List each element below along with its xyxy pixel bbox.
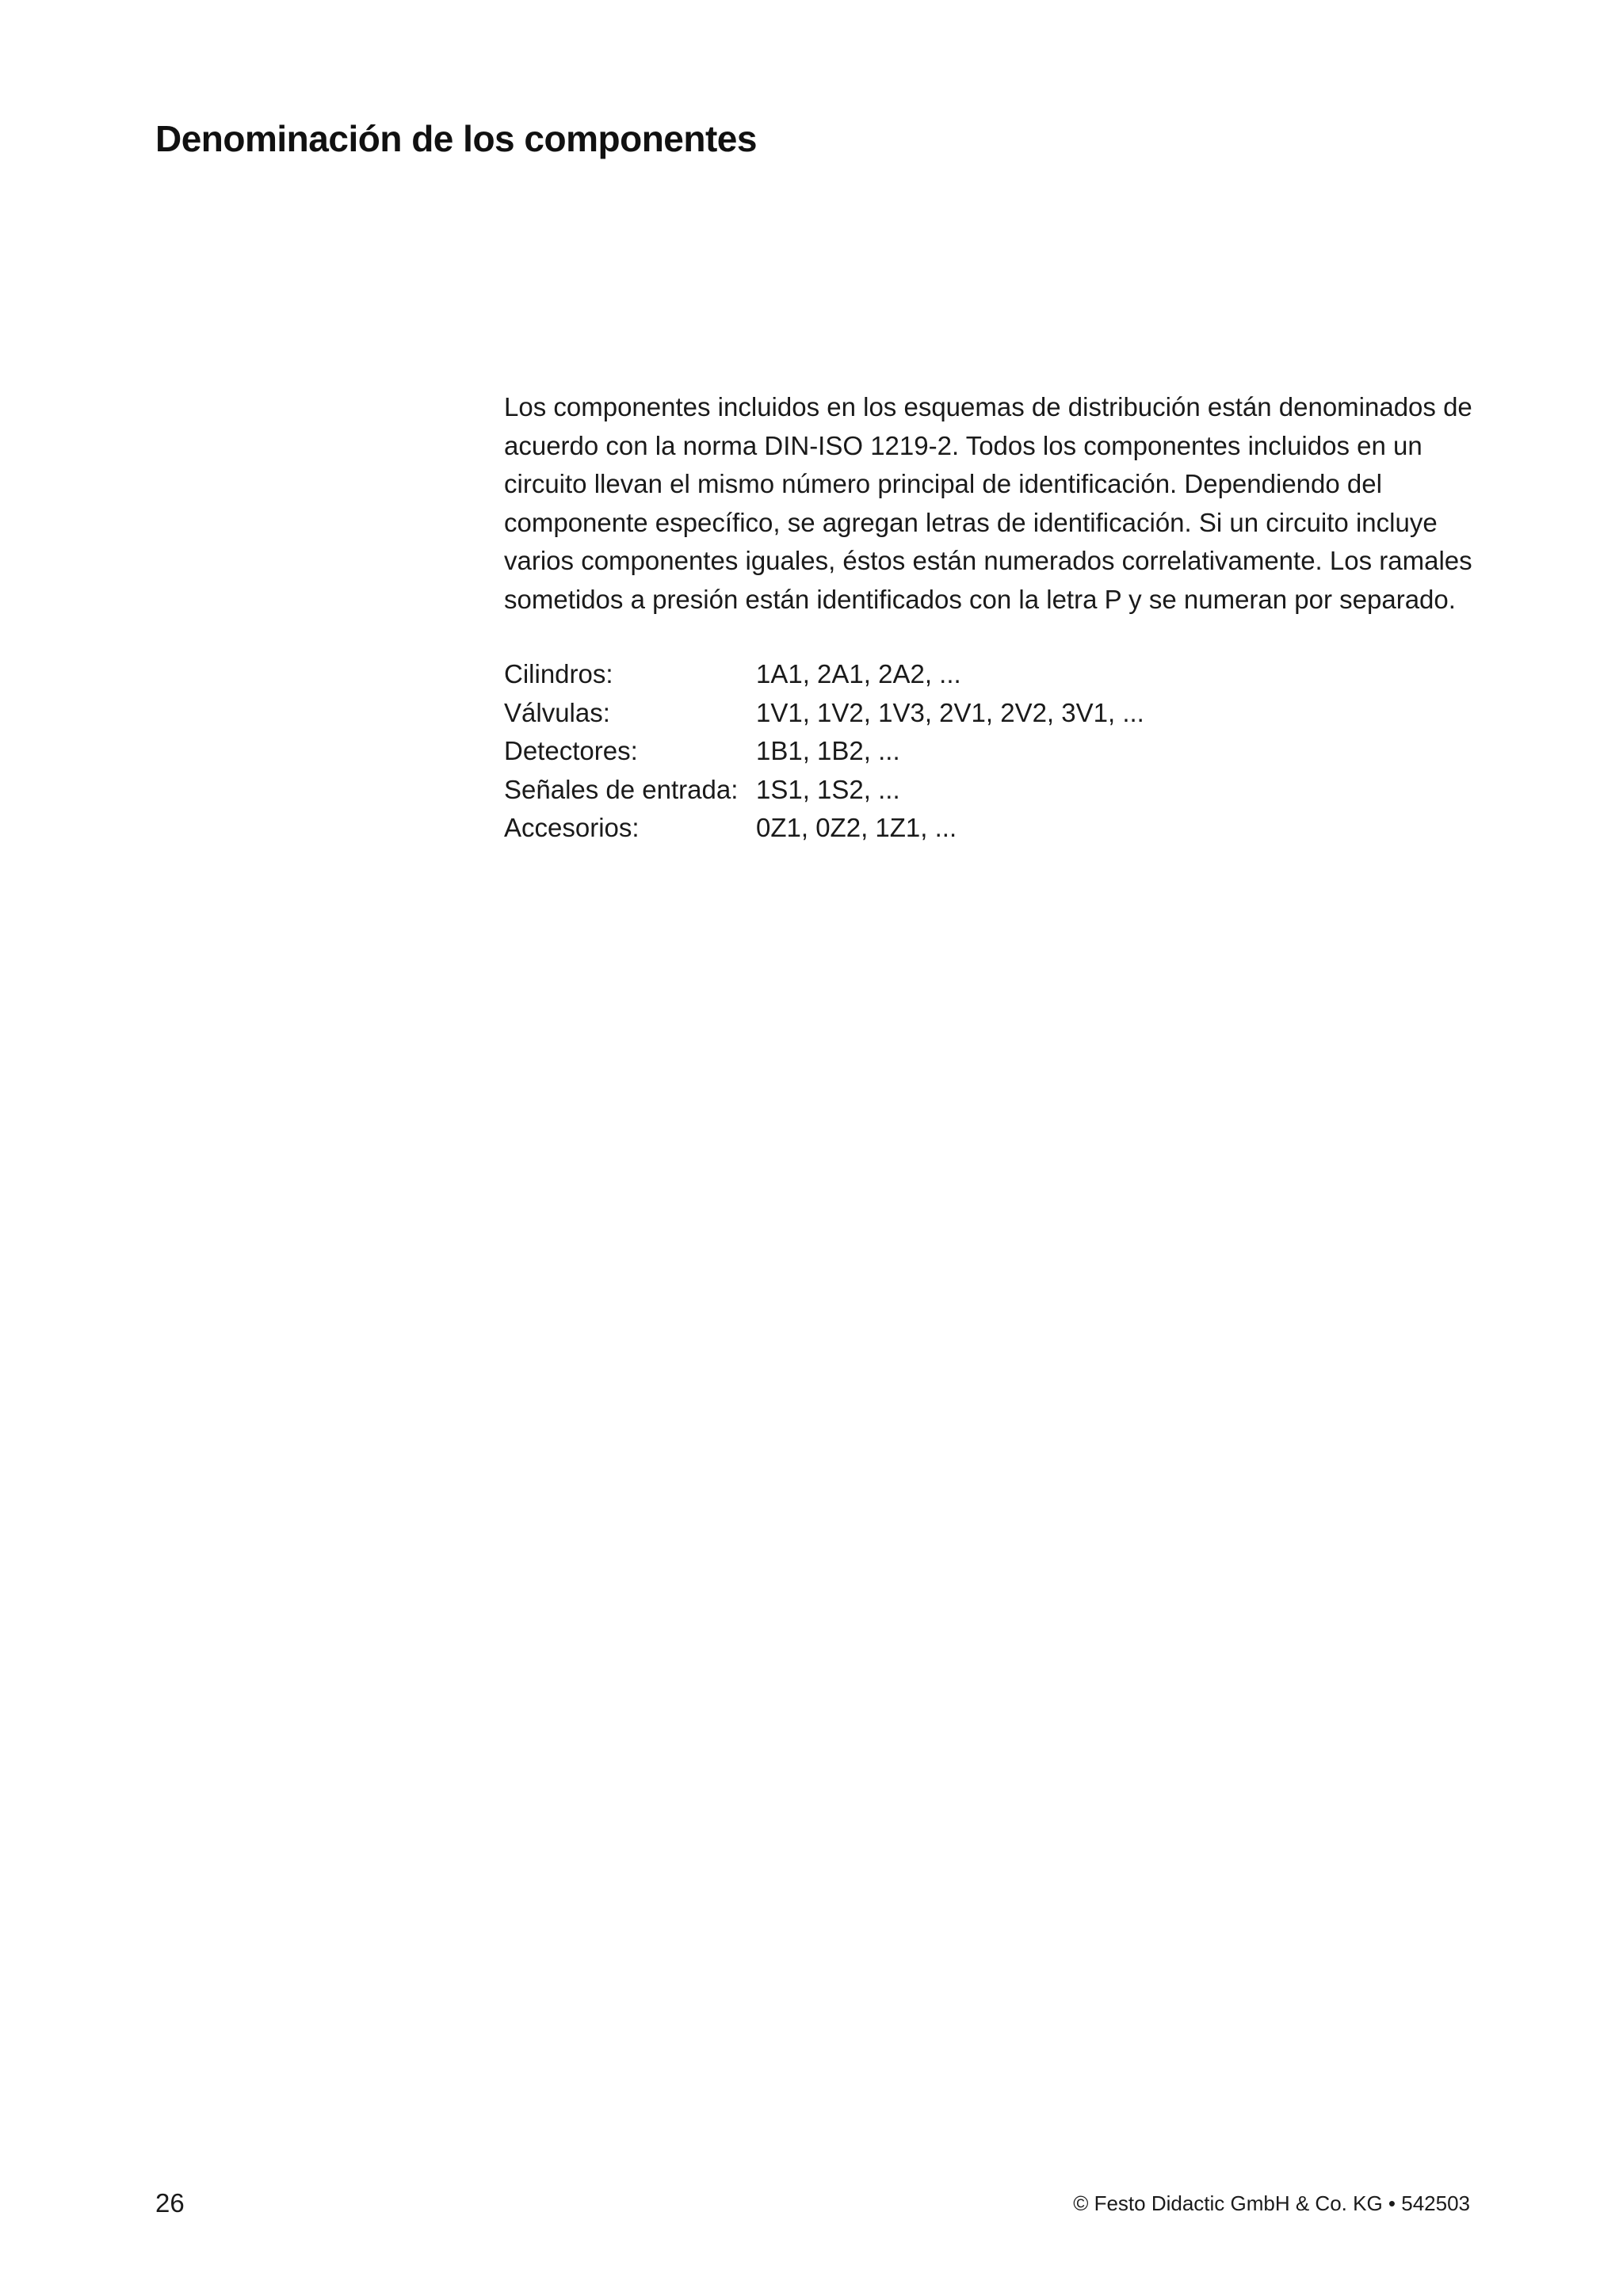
- designation-label: Señales de entrada:: [504, 774, 739, 804]
- paragraph-line: circuito llevan el mismo número principal de identificación. Dependiendo del: [504, 469, 1382, 498]
- designation-label: Válvulas:: [504, 697, 610, 727]
- footer-copyright: © Festo Didactic GmbH & Co. KG • 542503: [1073, 2191, 1470, 2215]
- paragraph-line: acuerdo con la norma DIN-ISO 1219-2. Todos los componentes incluidos en un: [504, 430, 1423, 460]
- designation-row-senales: [504, 771, 1144, 810]
- paragraph-line: Los componentes incluidos en los esquemas de distribución están denominados de: [504, 392, 1472, 421]
- designation-row-cilindros: [504, 655, 1144, 694]
- designation-row-valvulas: [504, 694, 1144, 733]
- designation-value: 0Z1, 0Z2, 1Z1, ...: [756, 813, 957, 842]
- designation-label: Accesorios:: [504, 813, 640, 842]
- page-title: Denominación de los componentes: [155, 118, 757, 159]
- designation-label: Detectores:: [504, 736, 638, 765]
- designation-list: [504, 655, 1144, 848]
- designation-row-accesorios: [504, 809, 1144, 848]
- paragraph-line: sometidos a presión están identificados con la letra P y se numeran por separado.: [504, 584, 1456, 614]
- designation-value: 1A1, 2A1, 2A2, ...: [756, 659, 961, 688]
- designation-value: 1S1, 1S2, ...: [756, 774, 900, 804]
- page-number: 26: [155, 2188, 185, 2218]
- designation-row-detectores: [504, 732, 1144, 771]
- designation-label: Cilindros:: [504, 659, 613, 688]
- intro-paragraph: [504, 388, 1495, 619]
- paragraph-line: componente específico, se agregan letras de identificación. Si un circuito incluye: [504, 507, 1438, 537]
- designation-value: 1B1, 1B2, ...: [756, 736, 900, 765]
- designation-value: 1V1, 1V2, 1V3, 2V1, 2V2, 3V1, ...: [756, 697, 1144, 727]
- paragraph-line: varios componentes iguales, éstos están numerados correlativamente. Los ramales: [504, 546, 1472, 575]
